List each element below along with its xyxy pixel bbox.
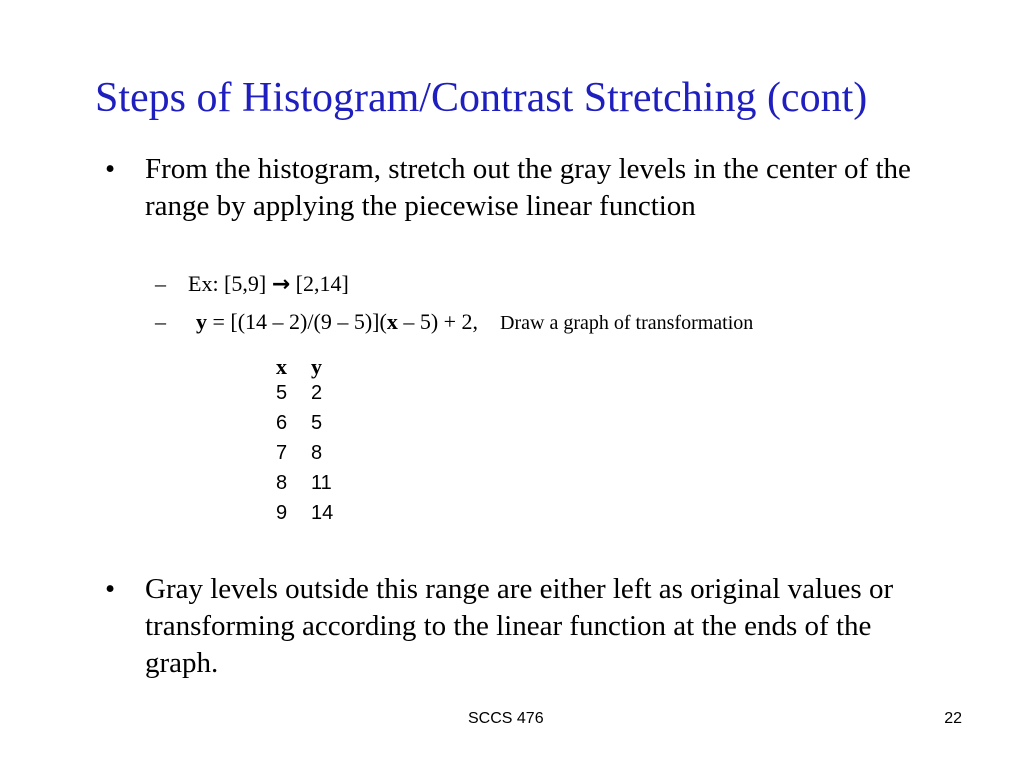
table-cell-y: 11 [311,472,332,494]
y-variable: y [196,309,207,334]
example-text [188,270,349,299]
page-number: 22 [944,710,962,727]
equation-text [196,308,753,337]
table-row [276,412,361,442]
example-suffix: [2,14] [290,271,349,296]
table-header-y: y [311,354,322,379]
table-cell-x: 9 [276,502,288,524]
footer-course-code: SCCS 476 [468,710,544,727]
table-row [276,442,361,472]
example-prefix: Ex: [5,9] [188,271,272,296]
table-cell-x: 7 [276,442,288,464]
graph-note: Draw a graph of transformation [500,312,754,334]
table-cell-y: 14 [311,502,334,524]
table-cell-y: 5 [311,412,323,434]
table-header-x: x [276,354,287,379]
table-row [276,472,361,502]
table-cell-x: 6 [276,412,288,434]
slide-title: Steps of Histogram/Contrast Stretching (cont) [95,75,868,121]
table-row [276,502,361,532]
right-arrow-icon: → [271,272,291,297]
bullet-icon: • [105,573,116,605]
equation-part1: = [(14 – 2)/(9 – 5)]( [207,309,387,334]
dash-icon: – [155,271,166,296]
equation-part2: – 5) + 2, [397,309,479,334]
bullet-text: Gray levels outside this range are either left as original values or transforming according to the linear function at the ends of the graph. [145,573,894,679]
dash-icon: – [155,309,166,334]
table-cell-y: 2 [311,382,323,404]
table-cell-x: 5 [276,382,288,404]
table-cell-x: 8 [276,472,288,494]
xy-table [276,352,361,532]
table-row [276,382,361,412]
bullet-text: From the histogram, stretch out the gray levels in the center of the range by applying the piecewise linear function [145,153,911,222]
table-cell-y: 8 [311,442,323,464]
x-variable: x [386,309,398,334]
bullet-icon: • [105,153,116,185]
